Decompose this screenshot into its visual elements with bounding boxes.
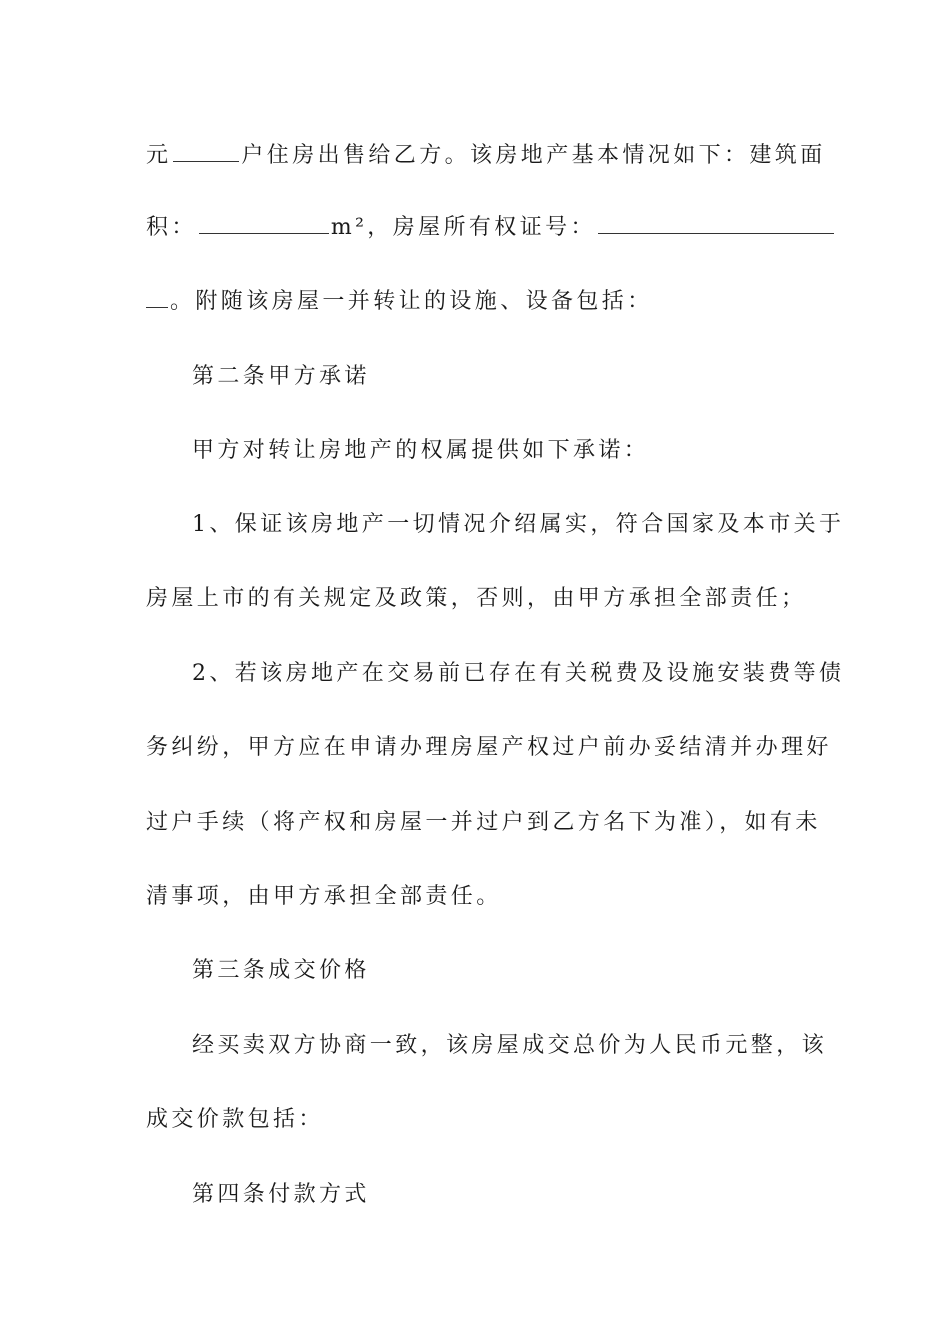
paragraph-line: 甲方对转让房地产的权属提供如下承诺：	[192, 438, 650, 463]
paragraph-line: 务纠纷，甲方应在申请办理房屋产权过户前办妥结清并办理好	[146, 735, 832, 760]
line-text: m²，房屋所有权证号：	[330, 215, 596, 240]
line-text: 元	[146, 143, 172, 168]
paragraph-line: 过户手续（将产权和房屋一并过户到乙方名下为准），如有未	[146, 810, 821, 835]
blank-field	[199, 213, 329, 234]
paragraph-line	[146, 287, 653, 317]
article-title: 第三条成交价格	[192, 958, 370, 983]
paragraph-line: 房屋上市的有关规定及政策，否则，由甲方承担全部责任；	[146, 586, 807, 611]
paragraph-line: 1、保证该房地产一切情况介绍属实，符合国家及本市关于	[192, 512, 845, 537]
article-title: 第四条付款方式	[192, 1182, 370, 1207]
blank-field	[146, 287, 168, 308]
paragraph-line	[146, 141, 826, 171]
line-text: 。附随该房屋一并转让的设施、设备包括：	[170, 289, 653, 314]
paragraph-line: 成交价款包括：	[146, 1107, 324, 1132]
paragraph-line: 2、若该房地产在交易前已存在有关税费及设施安装费等债	[192, 661, 845, 686]
article-title: 第二条甲方承诺	[192, 364, 370, 389]
paragraph-line: 经买卖双方协商一致，该房屋成交总价为人民币元整，该	[192, 1033, 828, 1058]
blank-field	[598, 213, 834, 234]
paragraph-line: 清事项，由甲方承担全部责任。	[146, 884, 502, 909]
paragraph-line	[146, 213, 836, 243]
line-text: 积：	[146, 215, 197, 240]
blank-field	[173, 141, 239, 162]
line-text: 户住房出售给乙方。该房地产基本情况如下：建筑面	[241, 143, 826, 168]
